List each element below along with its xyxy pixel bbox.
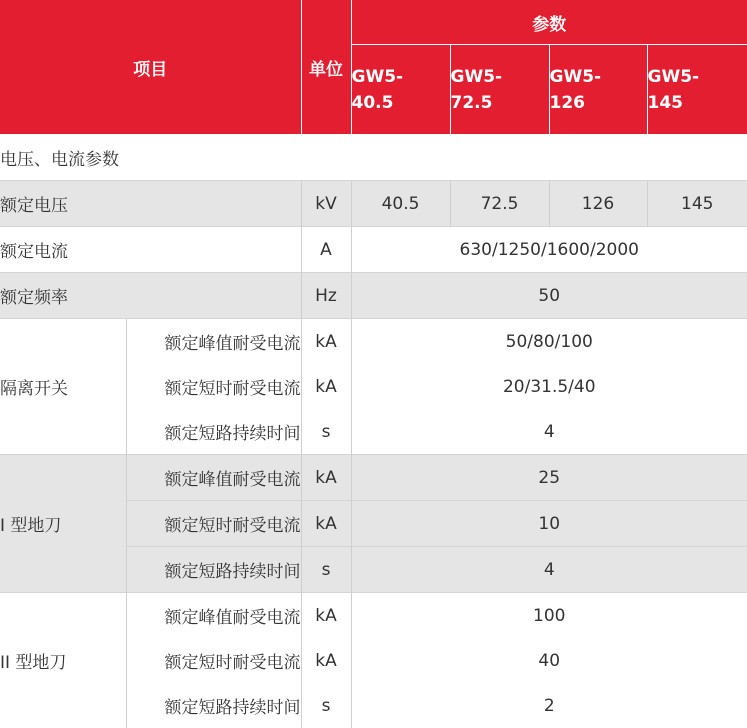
row-unit: kA xyxy=(301,501,351,547)
group-label: 隔离开关 xyxy=(0,319,126,455)
table-row xyxy=(0,135,747,181)
row-unit: s xyxy=(301,547,351,593)
row-unit: kV xyxy=(301,181,351,227)
row-unit: kA xyxy=(301,638,351,683)
value-cell: 4 xyxy=(351,547,747,593)
table-row xyxy=(0,319,747,365)
value-cell: 40 xyxy=(351,638,747,683)
row-label: 额定电流 xyxy=(0,227,301,273)
row-label: 额定峰值耐受电流 xyxy=(126,319,301,365)
table-row xyxy=(0,593,747,639)
value-cell: 10 xyxy=(351,501,747,547)
row-label: 额定峰值耐受电流 xyxy=(126,593,301,639)
row-unit: s xyxy=(301,409,351,455)
row-label: 额定短路持续时间 xyxy=(126,683,301,728)
row-label: 额定峰值耐受电流 xyxy=(126,455,301,501)
row-label: 额定短时耐受电流 xyxy=(126,501,301,547)
header-item: 项目 xyxy=(0,0,301,135)
header-model-1: GW5- 40.5 xyxy=(351,45,450,135)
row-unit: kA xyxy=(301,455,351,501)
header-params: 参数 xyxy=(351,0,747,45)
value-cell: 630/1250/1600/2000 xyxy=(351,227,747,273)
row-unit: kA xyxy=(301,319,351,365)
table-row xyxy=(0,227,747,273)
header-model-3: GW5- 126 xyxy=(549,45,647,135)
table-row xyxy=(0,455,747,501)
row-unit: Hz xyxy=(301,273,351,319)
table-row xyxy=(0,273,747,319)
table-row xyxy=(0,181,747,227)
row-label: 额定短时耐受电流 xyxy=(126,638,301,683)
value-cell: 25 xyxy=(351,455,747,501)
row-unit: A xyxy=(301,227,351,273)
value-cell: 2 xyxy=(351,683,747,728)
row-label: 额定短路持续时间 xyxy=(126,409,301,455)
row-label: 额定短路持续时间 xyxy=(126,547,301,593)
value-cell: 72.5 xyxy=(450,181,549,227)
row-label: 额定电压 xyxy=(0,181,301,227)
value-cell: 126 xyxy=(549,181,647,227)
row-label: 额定频率 xyxy=(0,273,301,319)
value-cell: 4 xyxy=(351,409,747,455)
row-unit: s xyxy=(301,683,351,728)
value-cell: 145 xyxy=(647,181,747,227)
value-cell: 50 xyxy=(351,273,747,319)
group-label: II 型地刀 xyxy=(0,593,126,728)
value-cell: 100 xyxy=(351,593,747,639)
row-label: 额定短时耐受电流 xyxy=(126,364,301,409)
value-cell: 40.5 xyxy=(351,181,450,227)
group-label: I 型地刀 xyxy=(0,455,126,593)
section-title: 电压、电流参数 xyxy=(0,135,747,181)
header-unit: 单位 xyxy=(301,0,351,135)
row-unit: kA xyxy=(301,364,351,409)
header-model-4: GW5- 145 xyxy=(647,45,747,135)
value-cell: 20/31.5/40 xyxy=(351,364,747,409)
header-model-2: GW5- 72.5 xyxy=(450,45,549,135)
row-unit: kA xyxy=(301,593,351,639)
value-cell: 50/80/100 xyxy=(351,319,747,365)
